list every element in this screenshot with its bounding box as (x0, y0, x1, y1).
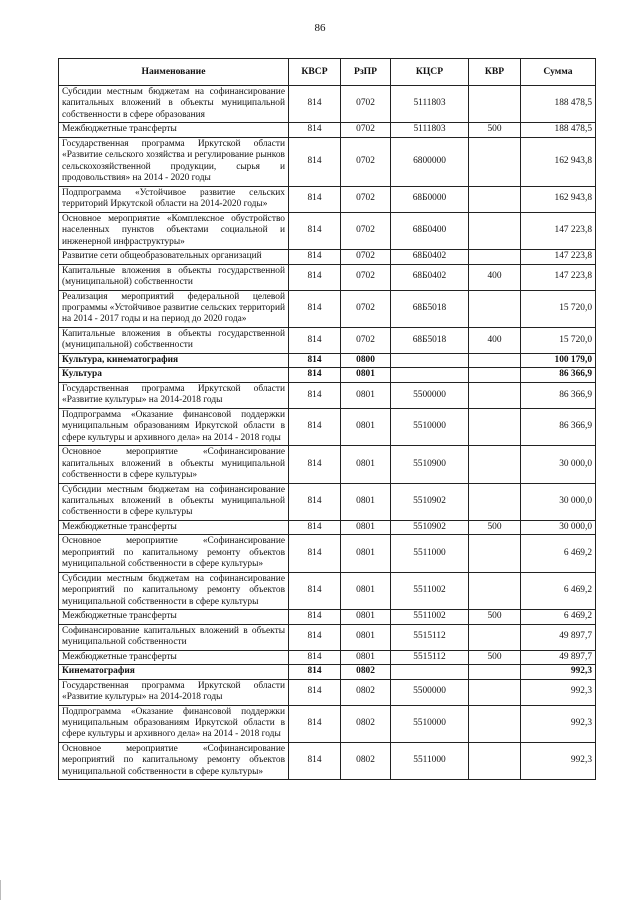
cell-rzpr: 0801 (341, 650, 391, 664)
cell-sum: 6 469,2 (521, 610, 596, 624)
cell-kvr (469, 368, 521, 382)
cell-kvr (469, 742, 521, 779)
cell-name: Основное мероприятие «Софинансирование мероприятий по капитальному ремонту объектов муниципальной собственности в сфере культуры» (59, 742, 289, 779)
cell-kcsr: 5510000 (391, 408, 469, 445)
cell-kvsr: 814 (289, 679, 341, 705)
cell-kvr (469, 679, 521, 705)
cell-kvsr: 814 (289, 212, 341, 249)
cell-sum: 6 469,2 (521, 535, 596, 572)
cell-sum: 30 000,0 (521, 483, 596, 520)
cell-kvr (469, 86, 521, 123)
cell-kvsr: 814 (289, 86, 341, 123)
cell-kvr (469, 665, 521, 679)
cell-rzpr: 0702 (341, 212, 391, 249)
table-row (59, 353, 596, 367)
cell-kcsr: 5510902 (391, 520, 469, 534)
cell-kvsr: 814 (289, 382, 341, 408)
cell-rzpr: 0801 (341, 382, 391, 408)
cell-rzpr: 0801 (341, 572, 391, 609)
cell-name: Межбюджетные трансферты (59, 610, 289, 624)
table-row (59, 535, 596, 572)
cell-kcsr: 68Б0000 (391, 186, 469, 212)
cell-kcsr: 5515112 (391, 650, 469, 664)
cell-kvr: 500 (469, 650, 521, 664)
cell-sum: 49 897,7 (521, 650, 596, 664)
table-row (59, 665, 596, 679)
cell-sum: 147 223,8 (521, 264, 596, 290)
cell-kvr (469, 408, 521, 445)
cell-rzpr: 0802 (341, 665, 391, 679)
cell-kcsr: 5511002 (391, 572, 469, 609)
cell-kvsr: 814 (289, 483, 341, 520)
table-row (59, 446, 596, 483)
cell-kcsr: 5510900 (391, 446, 469, 483)
cell-kcsr: 5510000 (391, 705, 469, 742)
cell-name: Государственная программа Иркутской области «Развитие культуры» на 2014-2018 годы (59, 679, 289, 705)
cell-sum: 992,3 (521, 665, 596, 679)
cell-rzpr: 0802 (341, 705, 391, 742)
cell-kvsr: 814 (289, 353, 341, 367)
table-row (59, 250, 596, 264)
cell-kvr: 500 (469, 520, 521, 534)
cell-name: Культура (59, 368, 289, 382)
cell-rzpr: 0702 (341, 186, 391, 212)
cell-name: Подпрограмма «Оказание финансовой поддержки муниципальным образованиям Иркутской области в сфере культуры и архивного дела» на 2014 - 2018 годы (59, 705, 289, 742)
cell-name: Государственная программа Иркутской области «Развитие культуры» на 2014-2018 годы (59, 382, 289, 408)
cell-kvr (469, 705, 521, 742)
table-row (59, 186, 596, 212)
cell-rzpr: 0801 (341, 368, 391, 382)
cell-sum: 162 943,8 (521, 137, 596, 186)
page-number: 86 (314, 22, 326, 34)
cell-kcsr: 5500000 (391, 679, 469, 705)
cell-kcsr: 68Б0402 (391, 264, 469, 290)
cell-sum: 15 720,0 (521, 290, 596, 327)
cell-sum: 992,3 (521, 705, 596, 742)
cell-kvr (469, 186, 521, 212)
cell-name: Капитальные вложения в объекты государственной (муниципальной) собственности (59, 327, 289, 353)
cell-rzpr: 0702 (341, 290, 391, 327)
cell-kcsr: 68Б0402 (391, 250, 469, 264)
header-sum: Сумма (521, 59, 596, 86)
cell-kvr (469, 483, 521, 520)
cell-sum: 992,3 (521, 742, 596, 779)
cell-kvr (469, 382, 521, 408)
table-row (59, 137, 596, 186)
cell-kcsr: 5511000 (391, 742, 469, 779)
header-rzpr: РзПР (341, 59, 391, 86)
table-row (59, 572, 596, 609)
cell-rzpr: 0801 (341, 520, 391, 534)
header-kcsr: КЦСР (391, 59, 469, 86)
cell-kvsr: 814 (289, 408, 341, 445)
cell-kvr (469, 624, 521, 650)
cell-kvsr: 814 (289, 624, 341, 650)
table-row (59, 610, 596, 624)
table-row (59, 382, 596, 408)
cell-sum: 188 478,5 (521, 123, 596, 137)
cell-kvsr: 814 (289, 250, 341, 264)
cell-kvr (469, 137, 521, 186)
table-row (59, 705, 596, 742)
cell-kcsr: 5111803 (391, 86, 469, 123)
table-row (59, 264, 596, 290)
cell-kvr: 400 (469, 264, 521, 290)
cell-rzpr: 0801 (341, 446, 391, 483)
cell-sum: 49 897,7 (521, 624, 596, 650)
cell-kvsr: 814 (289, 535, 341, 572)
cell-kvr (469, 446, 521, 483)
cell-sum: 147 223,8 (521, 212, 596, 249)
cell-rzpr: 0702 (341, 86, 391, 123)
table-row (59, 679, 596, 705)
table-row (59, 86, 596, 123)
cell-kvsr: 814 (289, 368, 341, 382)
cell-kvsr: 814 (289, 705, 341, 742)
cell-kcsr: 5515112 (391, 624, 469, 650)
cell-kvsr: 814 (289, 137, 341, 186)
table-row (59, 650, 596, 664)
cell-name: Подпрограмма «Оказание финансовой поддержки муниципальным образованиям Иркутской области в сфере культуры и архивного дела» на 2014 - 2018 годы (59, 408, 289, 445)
cell-rzpr: 0801 (341, 483, 391, 520)
budget-table (58, 58, 596, 780)
cell-kvr (469, 290, 521, 327)
cell-name: Подпрограмма «Устойчивое развитие сельских территорий Иркутской области на 2014-2020 годы» (59, 186, 289, 212)
cell-rzpr: 0801 (341, 408, 391, 445)
cell-kcsr: 5510902 (391, 483, 469, 520)
cell-kcsr: 5511002 (391, 610, 469, 624)
cell-kcsr (391, 368, 469, 382)
cell-sum: 15 720,0 (521, 327, 596, 353)
table-row (59, 212, 596, 249)
cell-kvr (469, 572, 521, 609)
cell-name: Межбюджетные трансферты (59, 650, 289, 664)
cell-kvsr: 814 (289, 665, 341, 679)
table-row (59, 624, 596, 650)
header-kvsr: КВСР (289, 59, 341, 86)
cell-sum: 992,3 (521, 679, 596, 705)
cell-kcsr: 68Б5018 (391, 327, 469, 353)
cell-rzpr: 0702 (341, 250, 391, 264)
cell-name: Межбюджетные трансферты (59, 123, 289, 137)
cell-name: Субсидии местным бюджетам на софинансирование капитальных вложений в объекты муниципальной собственности в сфере культуры (59, 483, 289, 520)
table-body (59, 86, 596, 780)
cell-kvsr: 814 (289, 264, 341, 290)
cell-rzpr: 0702 (341, 137, 391, 186)
cell-kcsr (391, 353, 469, 367)
cell-rzpr: 0802 (341, 742, 391, 779)
cell-sum: 30 000,0 (521, 446, 596, 483)
cell-sum: 86 366,9 (521, 408, 596, 445)
cell-kcsr (391, 665, 469, 679)
cell-rzpr: 0801 (341, 535, 391, 572)
cell-name: Межбюджетные трансферты (59, 520, 289, 534)
table-row (59, 290, 596, 327)
table-row (59, 742, 596, 779)
header-name: Наименование (59, 59, 289, 86)
cell-sum: 86 366,9 (521, 368, 596, 382)
cell-kvsr: 814 (289, 520, 341, 534)
table-row (59, 327, 596, 353)
cell-sum: 188 478,5 (521, 86, 596, 123)
cell-kcsr: 68Б0400 (391, 212, 469, 249)
cell-name: Развитие сети общеобразовательных организаций (59, 250, 289, 264)
cell-kvsr: 814 (289, 742, 341, 779)
cell-name: Субсидии местным бюджетам на софинансирование капитальных вложений в объекты муниципальной собственности в сфере образования (59, 86, 289, 123)
table-header (59, 59, 596, 86)
cell-kvr (469, 353, 521, 367)
cell-name: Основное мероприятие «Комплексное обустройство населенных пунктов объектами социальной и инженерной инфраструктуры» (59, 212, 289, 249)
cell-name: Реализация мероприятий федеральной целевой программы «Устойчивое развитие сельских территорий на 2014 - 2017 годы и на период до 2020 года» (59, 290, 289, 327)
cell-kcsr: 6800000 (391, 137, 469, 186)
table-row (59, 368, 596, 382)
cell-name: Капитальные вложения в объекты государственной (муниципальной) собственности (59, 264, 289, 290)
cell-name: Основное мероприятие «Софинансирование капитальных вложений в объекты муниципальной собственности в сфере культуры» (59, 446, 289, 483)
table-row (59, 123, 596, 137)
cell-rzpr: 0800 (341, 353, 391, 367)
cell-kvsr: 814 (289, 610, 341, 624)
cell-name: Государственная программа Иркутской области «Развитие сельского хозяйства и регулирование рынков сельскохозяйственной продукции, сырья и продовольствия» на 2014 - 2020 годы (59, 137, 289, 186)
scan-margin-mark (0, 880, 7, 900)
cell-name: Основное мероприятие «Софинансирование мероприятий по капитальному ремонту объектов муниципальной собственности в сфере культуры» (59, 535, 289, 572)
cell-kvr (469, 212, 521, 249)
cell-kvsr: 814 (289, 327, 341, 353)
cell-kvsr: 814 (289, 446, 341, 483)
cell-kvr (469, 250, 521, 264)
cell-sum: 100 179,0 (521, 353, 596, 367)
cell-kvr (469, 535, 521, 572)
cell-name: Культура, кинематография (59, 353, 289, 367)
cell-kcsr: 5111803 (391, 123, 469, 137)
cell-kvsr: 814 (289, 290, 341, 327)
table-row (59, 520, 596, 534)
cell-sum: 147 223,8 (521, 250, 596, 264)
cell-rzpr: 0702 (341, 264, 391, 290)
cell-sum: 6 469,2 (521, 572, 596, 609)
cell-name: Субсидии местным бюджетам на софинансирование мероприятий по капитальному ремонту объектов муниципальной собственности в сфере культуры (59, 572, 289, 609)
cell-kcsr: 5500000 (391, 382, 469, 408)
table-row (59, 483, 596, 520)
cell-rzpr: 0801 (341, 624, 391, 650)
cell-kvr: 500 (469, 610, 521, 624)
cell-sum: 30 000,0 (521, 520, 596, 534)
header-kvr: КВР (469, 59, 521, 86)
table-row (59, 408, 596, 445)
cell-rzpr: 0801 (341, 610, 391, 624)
cell-kvsr: 814 (289, 123, 341, 137)
cell-kvsr: 814 (289, 650, 341, 664)
cell-rzpr: 0802 (341, 679, 391, 705)
cell-name: Кинематография (59, 665, 289, 679)
cell-kvsr: 814 (289, 186, 341, 212)
cell-kcsr: 5511000 (391, 535, 469, 572)
cell-sum: 162 943,8 (521, 186, 596, 212)
cell-kvsr: 814 (289, 572, 341, 609)
cell-kcsr: 68Б5018 (391, 290, 469, 327)
cell-rzpr: 0702 (341, 123, 391, 137)
cell-name: Софинансирование капитальных вложений в объекты муниципальной собственности (59, 624, 289, 650)
cell-sum: 86 366,9 (521, 382, 596, 408)
cell-rzpr: 0702 (341, 327, 391, 353)
cell-kvr: 400 (469, 327, 521, 353)
cell-kvr: 500 (469, 123, 521, 137)
